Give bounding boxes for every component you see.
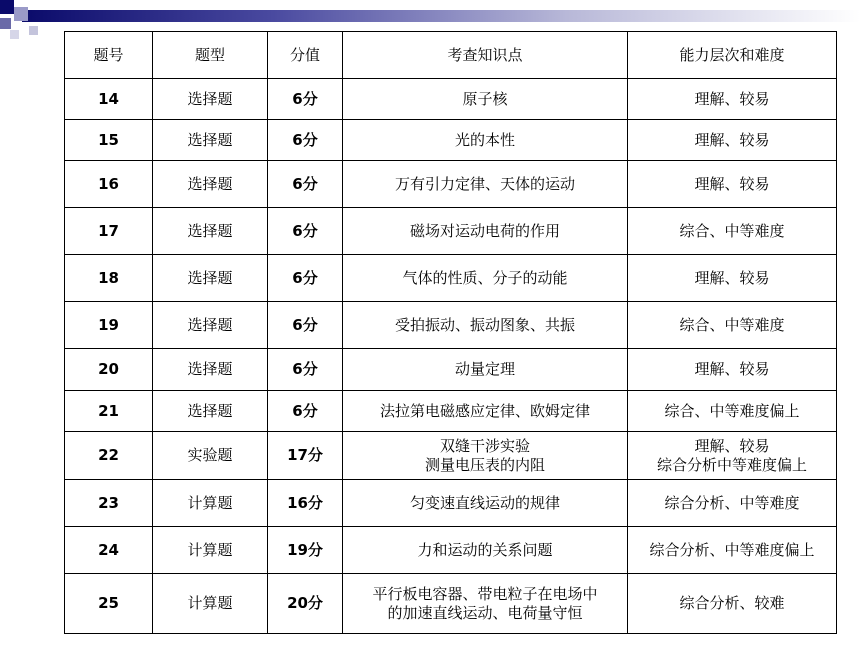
cell-question-type: 选择题 bbox=[153, 302, 268, 349]
cell-score: 6分 bbox=[268, 120, 343, 161]
table-row bbox=[65, 120, 837, 161]
cell-question-no: 15 bbox=[65, 120, 153, 161]
cell-question-no: 17 bbox=[65, 208, 153, 255]
cell-question-type: 选择题 bbox=[153, 255, 268, 302]
cell-question-no: 23 bbox=[65, 480, 153, 527]
decor-square bbox=[14, 7, 28, 21]
cell-score: 6分 bbox=[268, 161, 343, 208]
cell-question-no: 24 bbox=[65, 527, 153, 574]
cell-question-type: 选择题 bbox=[153, 79, 268, 120]
cell-knowledge-point: 力和运动的关系问题 bbox=[343, 527, 628, 574]
cell-question-no: 18 bbox=[65, 255, 153, 302]
cell-score: 19分 bbox=[268, 527, 343, 574]
cell-score: 6分 bbox=[268, 302, 343, 349]
cell-ability-difficulty: 综合分析、较难 bbox=[628, 574, 837, 634]
cell-question-type: 计算题 bbox=[153, 527, 268, 574]
decor-square bbox=[29, 26, 38, 35]
header-question-no: 题号 bbox=[65, 32, 153, 79]
cell-ability-difficulty: 理解、较易 综合分析中等难度偏上 bbox=[628, 432, 837, 480]
cell-knowledge-point: 光的本性 bbox=[343, 120, 628, 161]
cell-knowledge-point: 双缝干涉实验 测量电压表的内阻 bbox=[343, 432, 628, 480]
table-row bbox=[65, 574, 837, 634]
cell-question-type: 选择题 bbox=[153, 161, 268, 208]
cell-ability-difficulty: 综合、中等难度 bbox=[628, 208, 837, 255]
cell-ability-difficulty: 理解、较易 bbox=[628, 349, 837, 391]
decor-square bbox=[0, 0, 14, 14]
table-row bbox=[65, 302, 837, 349]
exam-analysis-table bbox=[64, 31, 837, 634]
cell-score: 6分 bbox=[268, 255, 343, 302]
cell-knowledge-point: 气体的性质、分子的动能 bbox=[343, 255, 628, 302]
cell-score: 16分 bbox=[268, 480, 343, 527]
cell-ability-difficulty: 综合、中等难度 bbox=[628, 302, 837, 349]
header-gradient-bar bbox=[22, 10, 860, 22]
cell-question-no: 20 bbox=[65, 349, 153, 391]
header-knowledge-point: 考查知识点 bbox=[343, 32, 628, 79]
header-question-type: 题型 bbox=[153, 32, 268, 79]
table-row bbox=[65, 391, 837, 432]
cell-score: 20分 bbox=[268, 574, 343, 634]
cell-ability-difficulty: 理解、较易 bbox=[628, 79, 837, 120]
table-body bbox=[65, 79, 837, 634]
cell-knowledge-point: 受拍振动、振动图象、共振 bbox=[343, 302, 628, 349]
cell-ability-difficulty: 综合分析、中等难度 bbox=[628, 480, 837, 527]
cell-question-type: 计算题 bbox=[153, 480, 268, 527]
cell-question-type: 计算题 bbox=[153, 574, 268, 634]
cell-question-no: 25 bbox=[65, 574, 153, 634]
cell-score: 6分 bbox=[268, 208, 343, 255]
cell-question-no: 19 bbox=[65, 302, 153, 349]
cell-score: 6分 bbox=[268, 79, 343, 120]
table-row bbox=[65, 255, 837, 302]
cell-question-type: 选择题 bbox=[153, 391, 268, 432]
cell-knowledge-point: 磁场对运动电荷的作用 bbox=[343, 208, 628, 255]
table-row bbox=[65, 79, 837, 120]
cell-question-no: 22 bbox=[65, 432, 153, 480]
cell-score: 6分 bbox=[268, 391, 343, 432]
table-row bbox=[65, 349, 837, 391]
cell-question-no: 14 bbox=[65, 79, 153, 120]
table-row bbox=[65, 208, 837, 255]
table-row bbox=[65, 527, 837, 574]
header-ability-difficulty: 能力层次和难度 bbox=[628, 32, 837, 79]
cell-knowledge-point: 万有引力定律、天体的运动 bbox=[343, 161, 628, 208]
cell-ability-difficulty: 理解、较易 bbox=[628, 255, 837, 302]
table-header-row bbox=[65, 32, 837, 79]
header-score: 分值 bbox=[268, 32, 343, 79]
cell-score: 17分 bbox=[268, 432, 343, 480]
cell-knowledge-point: 平行板电容器、带电粒子在电场中 的加速直线运动、电荷量守恒 bbox=[343, 574, 628, 634]
decor-square bbox=[10, 30, 19, 39]
cell-score: 6分 bbox=[268, 349, 343, 391]
cell-knowledge-point: 匀变速直线运动的规律 bbox=[343, 480, 628, 527]
table-row bbox=[65, 432, 837, 480]
cell-ability-difficulty: 综合、中等难度偏上 bbox=[628, 391, 837, 432]
cell-question-no: 21 bbox=[65, 391, 153, 432]
cell-knowledge-point: 动量定理 bbox=[343, 349, 628, 391]
cell-question-no: 16 bbox=[65, 161, 153, 208]
cell-knowledge-point: 原子核 bbox=[343, 79, 628, 120]
decor-square bbox=[0, 18, 11, 29]
table-row bbox=[65, 480, 837, 527]
cell-question-type: 选择题 bbox=[153, 208, 268, 255]
cell-knowledge-point: 法拉第电磁感应定律、欧姆定律 bbox=[343, 391, 628, 432]
cell-question-type: 选择题 bbox=[153, 349, 268, 391]
cell-question-type: 实验题 bbox=[153, 432, 268, 480]
cell-ability-difficulty: 理解、较易 bbox=[628, 161, 837, 208]
cell-question-type: 选择题 bbox=[153, 120, 268, 161]
table-row bbox=[65, 161, 837, 208]
cell-ability-difficulty: 理解、较易 bbox=[628, 120, 837, 161]
cell-ability-difficulty: 综合分析、中等难度偏上 bbox=[628, 527, 837, 574]
